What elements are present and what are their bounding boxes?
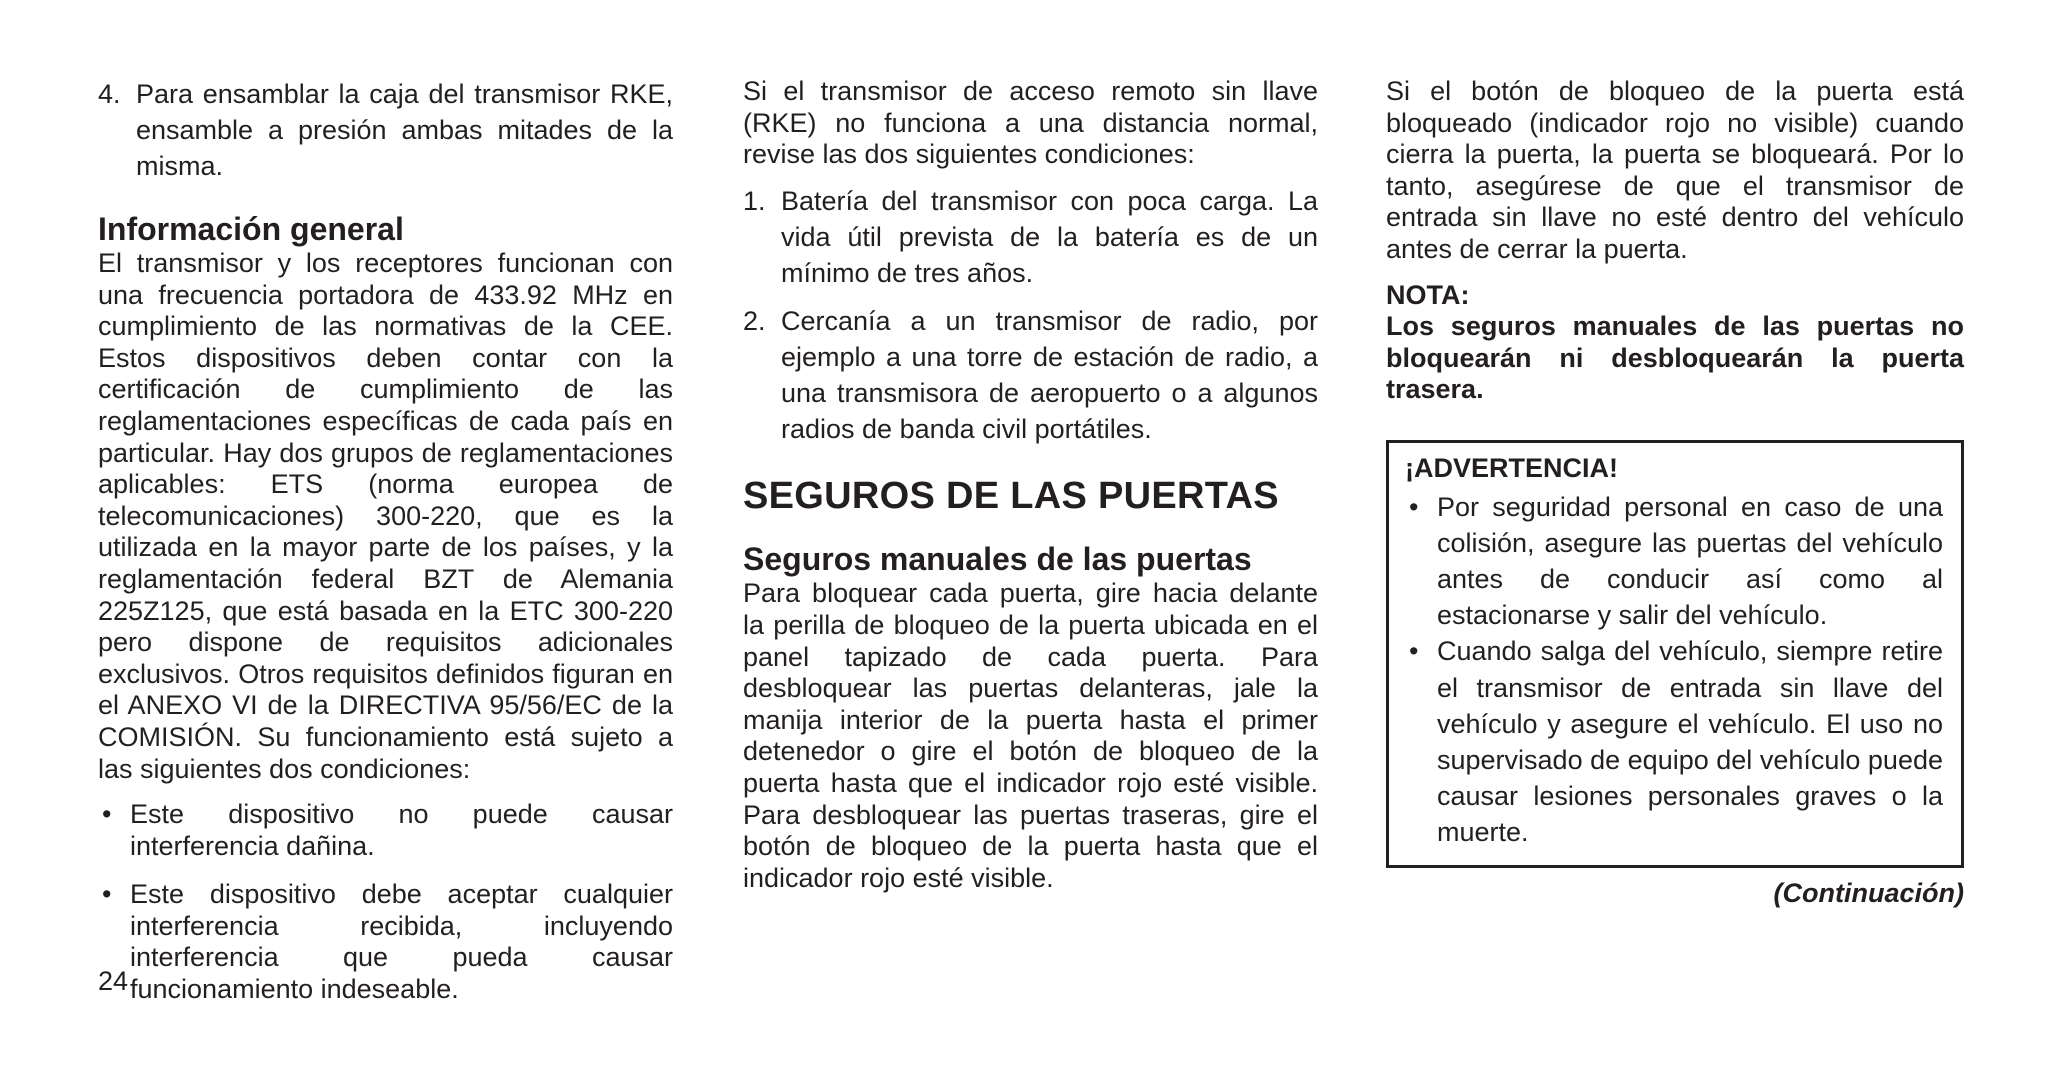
numbered-condition-1 [743,183,1318,291]
continuation-label: (Continuación) [1773,877,1964,908]
column-left [98,76,673,1006]
section-title: SEGUROS DE LAS PUERTAS [743,474,1279,517]
warning-title: ¡ADVERTENCIA! [1405,452,1618,483]
list-item [1405,633,1943,850]
bullet-icon: • [102,879,112,910]
bullet-icon: • [1409,491,1419,522]
page-number: 24 [98,966,129,996]
manual-locks-paragraph: Para bloquear cada puerta, gire hacia delante la perilla de bloqueo de la puerta ubicada en el panel tapizado de cada puerta. Para desbloquear las puertas delanteras, jale la manija interior de la puerta hasta el primer detenedor o gire el botón de bloqueo de la puerta hasta que el indicador rojo esté visible. Para desbloquear las puertas traseras, gire el botón de bloqueo de la puerta hasta que el indicador rojo esté visible. [743,578,1318,893]
numbered-step-4 [98,76,673,184]
general-info-paragraph: El transmisor y los receptores funcionan con una frecuencia portadora de 433.92 MHz en cumplimiento de las normativas de la CEE. Estos dispositivos deben contar con la certificación de cumplimiento de las reglamentaciones específicas de cada país en particular. Hay dos grupos de reglamentaciones aplicables: ETS (norma europea de telecomunicaciones) 300-220, que es la utilizada en la mayor parte de los países, y la reglamentación federal BZT de Alemania 225Z125, que está basada en la ETC 300-220 pero dispone de requisitos adicionales exclusivos. Otros requisitos definidos figuran en el ANEXO VI de la DIRECTIVA 95/56/EC de la COMISIÓN. Su funcionamiento está sujeto a las siguientes dos condiciones: [98,248,673,784]
bullet-icon: • [1409,636,1419,667]
condition-text: Cercanía a un transmisor de radio, por ejemplo a una torre de estación de radio, a una transmisora de aeropuerto o a algunos radios de banda civil portátiles. [781,305,1318,444]
list-item [98,879,673,1005]
warning-text: Cuando salga del vehículo, siempre retire el transmisor de entrada sin llave del vehículo y asegure el vehículo. El uso no supervisado de equipo del vehículo puede causar lesiones personales graves o la muerte. [1437,636,1943,848]
note-text: Los seguros manuales de las puertas no bloquearán ni desbloquearán la puerta trasera. [1386,311,1964,405]
heading-manual-locks: Seguros manuales de las puertas [743,541,1252,578]
heading-general-info: Información general [98,211,404,247]
step-number: 4. [98,79,121,109]
list-item [98,799,673,862]
column-right [1386,76,1964,909]
column-middle [743,76,1318,894]
numbered-condition-2 [743,303,1318,447]
bullet-icon: • [102,799,112,830]
condition-text: Batería del transmisor con poca carga. La vida útil prevista de la batería es de un mínimo de tres años. [781,185,1318,288]
bullet-text: Este dispositivo no puede causar interferencia dañina. [130,799,673,861]
bullet-text: Este dispositivo debe aceptar cualquier interferencia recibida, incluyendo interferencia que pueda causar funcionamiento indeseable. [130,879,673,1005]
warning-box [1386,440,1964,868]
step-text: Para ensamblar la caja del transmisor RKE, ensamble a presión ambas mitades de la misma. [136,79,673,181]
note-label: NOTA: [1386,279,1470,310]
list-item [1405,489,1943,634]
lock-button-paragraph: Si el botón de bloqueo de la puerta está bloqueado (indicador rojo no visible) cuando cierra la puerta, la puerta se bloqueará. Por lo tanto, asegúrese de que el transmisor de entrada sin llave no esté dentro del vehículo antes de cerrar la puerta. [1386,76,1964,264]
rke-intro-paragraph: Si el transmisor de acceso remoto sin llave (RKE) no funciona a una distancia normal, revise las dos siguientes condiciones: [743,76,1318,170]
condition-number: 1. [743,185,766,216]
condition-number: 2. [743,305,766,336]
warning-text: Por seguridad personal en caso de una colisión, asegure las puertas del vehículo antes de conducir así como al estacionarse y salir del vehículo. [1437,491,1943,631]
